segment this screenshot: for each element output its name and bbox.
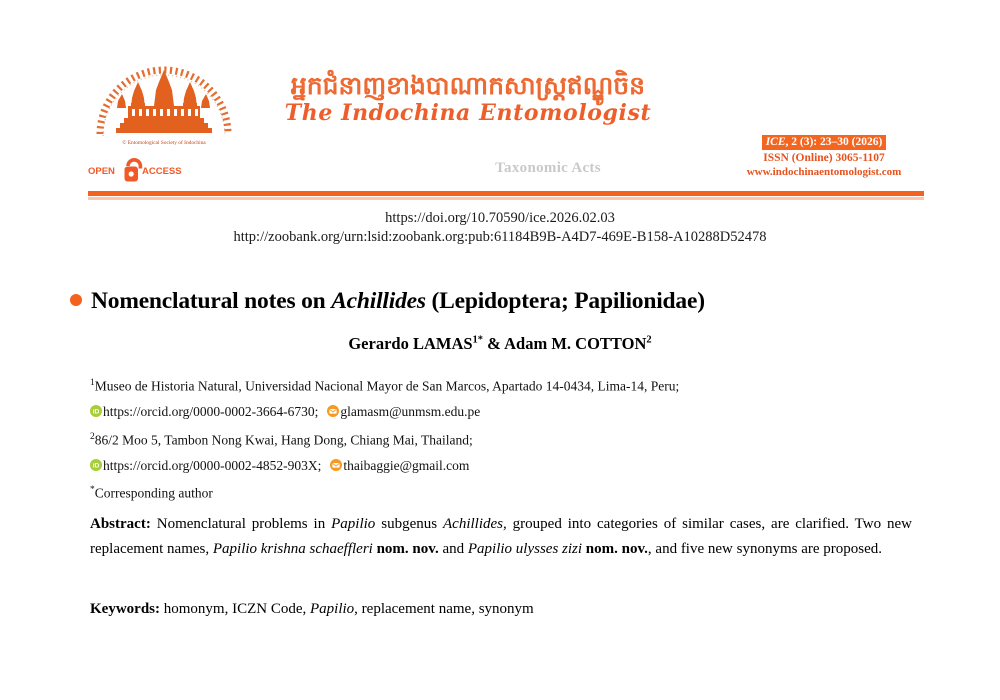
author-1-orcid-link[interactable]: https://orcid.org/0000-0002-3664-6730; [103, 404, 319, 419]
logo-copyright-text: © Entomological Society of Indochina [122, 140, 206, 146]
keywords-seg1: homonym, ICZN Code, [160, 601, 310, 617]
author-separator: & [483, 334, 505, 353]
author-2-email[interactable]: thaibaggie@gmail.com [343, 457, 470, 473]
abstract-seg1: Nomenclatural problems in [150, 516, 332, 532]
affiliation-2-marker: 2 [90, 431, 95, 442]
open-access-left-word: OPEN [88, 166, 115, 177]
author-1-affiliation-marker: 1* [472, 334, 484, 346]
affiliation-1-marker: 1 [90, 378, 95, 388]
abstract-bold-1: nom. nov. [372, 541, 439, 557]
svg-text:iD: iD [92, 462, 100, 470]
email-icon [330, 459, 342, 471]
abstract-seg4: and [438, 541, 468, 557]
keywords-label: Keywords: [90, 601, 160, 617]
journal-title-block [228, 72, 708, 126]
journal-masthead [88, 52, 924, 192]
affiliation-2 [90, 425, 930, 453]
author-2-name: Adam M. COTTON [504, 334, 647, 353]
journal-website-link[interactable]: www.indochinaentomologist.com [746, 166, 902, 178]
abstract-label: Abstract: [90, 516, 151, 532]
journal-volume-issue-pages: , 2 (3): 23–30 (2026) [785, 136, 883, 148]
author-line [0, 334, 1000, 354]
author-2-affiliation-marker: 2 [646, 334, 652, 346]
article-title-part1: Nomenclatural notes on [91, 288, 332, 314]
entomological-society-of-indochina-logo [90, 56, 238, 148]
author-2-orcid-link[interactable]: https://orcid.org/0000-0002-4852-903X; [103, 457, 322, 473]
zoobank-link[interactable]: http://zoobank.org/urn:lsid:zoobank.org:pub:61184B9B-A4D7-469E-B158-A10288D52478 [233, 229, 767, 245]
affiliation-1-contacts [90, 399, 930, 425]
citation-block [724, 132, 924, 178]
abstract-seg5: , and five new synonyms are proposed. [647, 541, 883, 557]
doi-link[interactable]: https://doi.org/10.70590/ice.2026.02.03 [385, 210, 615, 226]
abstract-paragraph [90, 512, 912, 562]
corresponding-author-note [90, 478, 930, 506]
svg-text:iD: iD [92, 408, 100, 416]
open-access-right-word: ACCESS [142, 166, 182, 177]
corresponding-author-text: Corresponding author [94, 485, 213, 501]
journal-khmer-title: អ្នកជំនាញខាងបាណាកសាស្ត្រឥណ្ឌូចិន [290, 71, 646, 100]
corresponding-author-marker: * [90, 485, 95, 495]
journal-abbreviation: ICE [765, 136, 786, 148]
article-title-part2: (Lepidoptera; Papilionidae) [425, 288, 705, 314]
angkor-wat-logo-icon [90, 56, 238, 148]
orcid-icon [90, 459, 102, 471]
author-1-email[interactable]: glamasm@unmsm.edu.pe [340, 404, 481, 419]
affiliation-2-text: 86/2 Moo 5, Tambon Nong Kwai, Hang Dong, Chiang Mai, Thailand; [94, 432, 473, 447]
journal-citation-line [762, 135, 887, 150]
identifier-block [0, 209, 1000, 247]
affiliation-1 [90, 371, 930, 399]
abstract-italic-3: Papilio krishna schaeffleri [212, 541, 373, 557]
abstract-italic-1: Papilio [331, 516, 376, 532]
abstract-bold-2: nom. nov. [582, 541, 648, 557]
header-rule-secondary [88, 197, 924, 200]
keywords-italic-1: Papilio [310, 601, 355, 617]
abstract-italic-2: Achillides [443, 516, 503, 532]
journal-issn: ISSN (Online) 3065-1107 [763, 152, 885, 164]
author-1-name: Gerardo LAMAS [348, 334, 473, 353]
open-access-badge [88, 154, 192, 184]
affiliation-1-text: Museo de Historia Natural, Universidad Nacional Mayor de San Marcos, Apartado 14-0434, Lima-14, Peru; [94, 378, 680, 394]
article-title [70, 286, 940, 316]
abstract-seg3: , grouped into categories of similar cases, are clarified. Two new replacement names, [90, 516, 912, 557]
article-title-genus: Achillides [331, 288, 426, 314]
title-bullet-icon [70, 294, 82, 306]
abstract-italic-4: Papilio ulysses zizi [467, 541, 583, 557]
orcid-icon [90, 405, 102, 417]
open-access-icon [88, 154, 192, 184]
section-label: Taxonomic Acts [495, 160, 601, 176]
keywords-seg2: , replacement name, synonym [354, 601, 534, 617]
affiliation-2-contacts [90, 453, 930, 479]
email-icon [327, 405, 339, 417]
abstract-seg2: subgenus [375, 516, 443, 532]
affiliation-block [90, 371, 930, 506]
header-rule [88, 191, 924, 196]
keywords-line [90, 597, 912, 622]
journal-latin-title: The Indochina Entomologist [284, 100, 652, 126]
